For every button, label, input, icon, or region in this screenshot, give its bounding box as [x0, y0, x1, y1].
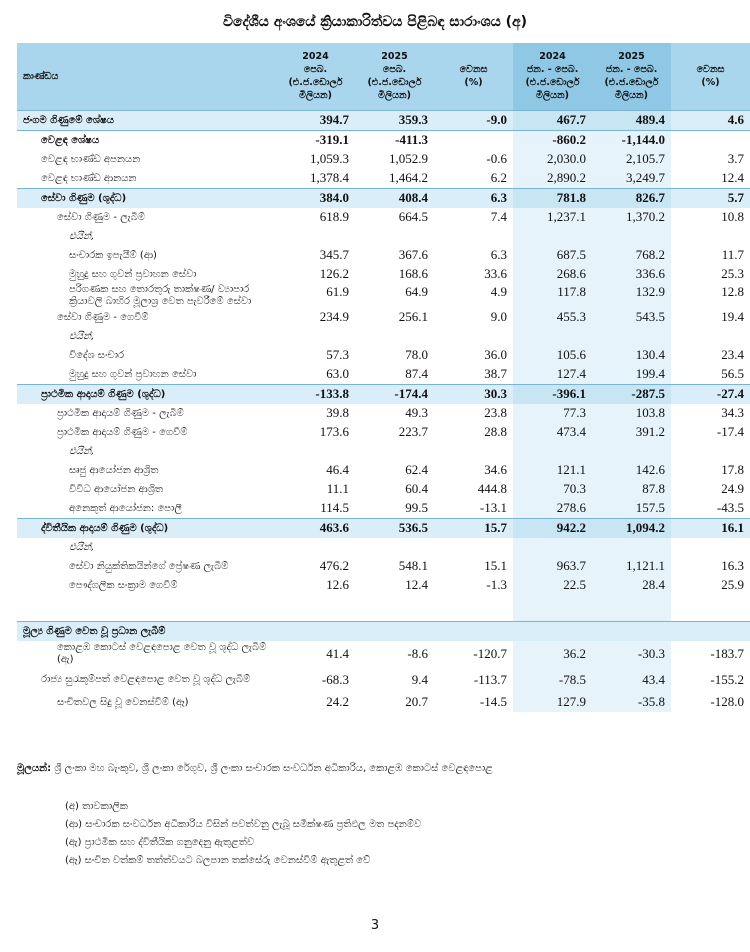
cell-value: 384.0 — [276, 188, 355, 208]
cell-value: 268.6 — [513, 265, 592, 284]
header-category: කාණ්ඩය — [23, 70, 59, 82]
spacer-row — [17, 595, 750, 622]
cell-value: 345.7 — [319, 247, 349, 262]
row-label: කොළඹ කොටස් වෙළඳපොළ වෙත වූ ශුද්ධ ලැබීම් (ඇ) — [57, 641, 267, 665]
cell-value — [276, 442, 355, 461]
cell-value — [671, 130, 750, 150]
table-row — [17, 365, 750, 385]
cell-value: 121.1 — [513, 461, 592, 480]
cell-value — [434, 621, 513, 641]
cell-value: 24.2 — [326, 694, 349, 709]
sources-text: ශ්‍රී ලංකා මහ බැංකුව, ශ්‍රී ලංකා රේගුව, ශ්‍රී ලංකා සංචාරක සංවර්ධන අධිකාරිය, කොළඹ කොටස් වෙළඳපොළ — [51, 763, 493, 774]
cell-value: 444.8 — [477, 481, 507, 496]
row-label: ජංගම ගිණුමේ ශේෂය — [17, 110, 276, 130]
cell-value — [513, 227, 592, 246]
cell-value — [434, 227, 513, 246]
table-row — [17, 227, 750, 246]
cell-value: -30.3 — [592, 641, 671, 667]
cell-value: 1,464.2 — [389, 170, 428, 185]
cell-value: -183.7 — [710, 645, 744, 661]
row-label: ප්‍රාථමික ආදායම් ගිණුම - ලැබීම් — [57, 407, 184, 419]
row-label: එයින්, — [69, 445, 95, 457]
cell-value: 16.3 — [721, 558, 744, 573]
summary-table — [17, 43, 750, 712]
cell-value: 57.3 — [326, 347, 349, 362]
cell-value: -14.5 — [479, 694, 507, 709]
cell-value: 278.6 — [513, 499, 592, 519]
cell-value: 359.3 — [355, 110, 434, 130]
cell-value: 199.4 — [592, 365, 671, 385]
cell-value: 87.8 — [592, 480, 671, 499]
cell-value: 489.4 — [592, 110, 671, 130]
cell-value: 6.3 — [490, 247, 507, 262]
cell-value: 942.2 — [513, 518, 592, 538]
table-row — [17, 169, 750, 189]
cell-value: -8.6 — [407, 645, 428, 661]
footnote: (ආ) සංචාරක සංවර්ධන අධිකාරිය විසින් පවත්වනු ලැබූ සමීක්ෂණ ප්‍රතිඵල මත පදනම්ව — [65, 819, 422, 830]
header-2024-feb: 2024 පෙබ. (එ.ජ.ඩොලර් මිලියන) — [288, 51, 343, 102]
cell-value: 62.4 — [405, 462, 428, 477]
row-label: සේවා ගිණුම - ගෙවීම් — [57, 311, 149, 323]
cell-value: 132.9 — [592, 284, 671, 308]
cell-value: 43.4 — [592, 667, 671, 693]
row-label: මූල්‍ය ගිණුම වෙත වූ ප්‍රධාන ලැබීම් — [17, 621, 276, 641]
cell-value: -43.5 — [716, 500, 744, 515]
cell-value: 4.9 — [490, 283, 507, 299]
cell-value — [592, 327, 671, 346]
cell-value: 536.5 — [355, 518, 434, 538]
table-row — [17, 641, 750, 667]
page-number: 3 — [370, 918, 380, 933]
cell-value: 39.8 — [326, 405, 349, 420]
cell-value: -396.1 — [513, 384, 592, 404]
cell-value: 25.9 — [721, 577, 744, 592]
cell-value: 1,237.1 — [513, 208, 592, 227]
cell-value — [434, 327, 513, 346]
cell-value: -0.6 — [486, 151, 507, 166]
cell-value: 963.7 — [513, 557, 592, 576]
header-change-month: වෙනස (%) — [459, 64, 488, 89]
cell-value: 127.9 — [513, 693, 592, 712]
cell-value: 9.0 — [490, 309, 507, 324]
cell-value — [671, 538, 750, 557]
cell-value — [671, 442, 750, 461]
table-row — [17, 518, 750, 538]
cell-value: 22.5 — [513, 576, 592, 595]
cell-value — [671, 621, 750, 641]
row-label: වෙළඳ භාණ්ඩ අපනයන — [41, 153, 141, 165]
table-row — [17, 246, 750, 265]
cell-value: 61.9 — [326, 283, 349, 299]
footnotes — [65, 798, 421, 870]
cell-value: 16.1 — [671, 518, 750, 538]
cell-value: 548.1 — [398, 558, 428, 573]
cell-value: 105.6 — [513, 346, 592, 365]
header-2025-jan-feb: 2025 ජන. - පෙබ. (එ.ජ.ඩොලර් මිලියන) — [592, 43, 671, 110]
cell-value: 1,370.2 — [592, 208, 671, 227]
cell-value: -27.4 — [671, 384, 750, 404]
cell-value: -155.2 — [710, 671, 744, 687]
header-2024-jan-feb: 2024 ජන. - පෙබ. (එ.ජ.ඩොලර් මිලියන) — [513, 43, 592, 110]
table-row — [17, 538, 750, 557]
cell-value: 157.5 — [592, 499, 671, 519]
cell-value: 12.4 — [721, 170, 744, 185]
cell-value: 70.3 — [513, 480, 592, 499]
cell-value: 130.4 — [592, 346, 671, 365]
cell-value: -319.1 — [276, 130, 355, 150]
cell-value: 6.3 — [434, 188, 513, 208]
table-row — [17, 150, 750, 169]
row-label: එයින්, — [69, 541, 95, 553]
cell-value: 5.7 — [671, 188, 750, 208]
table-row — [17, 499, 750, 519]
cell-value — [276, 327, 355, 346]
cell-value: -411.3 — [355, 130, 434, 150]
cell-value: -68.3 — [321, 671, 349, 687]
cell-value: 34.6 — [484, 462, 507, 477]
table-row — [17, 346, 750, 365]
row-label: ප්‍රාථමික ආදායම් ගිණුම (ශුද්ධ) — [17, 384, 276, 404]
header-2025-feb: 2025 පෙබ. (එ.ජ.ඩොලර් මිලියන) — [367, 51, 422, 102]
sources — [17, 763, 493, 774]
row-label: එයින්, — [69, 230, 95, 242]
sources-label: මූලයන්: — [17, 763, 52, 774]
cell-value: 36.0 — [484, 347, 507, 362]
cell-value — [434, 538, 513, 557]
cell-value: 33.6 — [484, 266, 507, 281]
cell-value: 11.1 — [326, 481, 349, 496]
header-change-ytd: වෙනස (%) — [696, 64, 725, 89]
table-row — [17, 308, 750, 327]
table-row — [17, 693, 750, 712]
cell-value: 9.4 — [411, 671, 428, 687]
cell-value — [276, 621, 355, 641]
cell-value: -1,144.0 — [592, 130, 671, 150]
cell-value: 63.0 — [326, 366, 349, 381]
row-label: සංචිතවල සිදු වූ වෙනස්වීම් (ඈ) — [57, 696, 189, 708]
cell-value: 223.7 — [398, 424, 428, 439]
cell-value: 173.6 — [319, 424, 349, 439]
cell-value: 687.5 — [513, 246, 592, 265]
cell-value: 781.8 — [513, 188, 592, 208]
cell-value: 336.6 — [592, 265, 671, 284]
cell-value: 7.4 — [490, 209, 507, 224]
cell-value: 41.4 — [326, 645, 349, 661]
cell-value: 20.7 — [405, 694, 428, 709]
cell-value: 36.2 — [513, 641, 592, 667]
cell-value: -287.5 — [592, 384, 671, 404]
cell-value: 234.9 — [319, 309, 349, 324]
cell-value: 367.6 — [398, 247, 428, 262]
cell-value: 23.4 — [721, 347, 744, 362]
cell-value: 10.8 — [721, 209, 744, 224]
cell-value — [671, 327, 750, 346]
cell-value: -128.0 — [710, 694, 744, 709]
cell-value — [592, 442, 671, 461]
cell-value — [276, 538, 355, 557]
cell-value: 60.4 — [405, 481, 428, 496]
cell-value: 3.7 — [727, 151, 744, 166]
cell-value: 25.3 — [721, 266, 744, 281]
cell-value — [513, 327, 592, 346]
cell-value: 24.9 — [721, 481, 744, 496]
cell-value — [434, 442, 513, 461]
row-label: පෞද්ගලික සංක්‍රාම ගෙවීම් — [69, 579, 178, 591]
table-row — [17, 621, 750, 641]
cell-value: 826.7 — [592, 188, 671, 208]
cell-value: 103.8 — [592, 404, 671, 423]
cell-value: -78.5 — [513, 667, 592, 693]
cell-value: 23.8 — [484, 405, 507, 420]
cell-value: 394.7 — [276, 110, 355, 130]
row-label: විදේශ සංචාර — [69, 349, 125, 361]
cell-value: 2,890.2 — [513, 169, 592, 189]
row-label: සංචාරක ඉපැයීම් (ආ) — [69, 249, 157, 261]
cell-value: -9.0 — [434, 110, 513, 130]
cell-value — [276, 227, 355, 246]
cell-value: 6.2 — [490, 170, 507, 185]
cell-value — [355, 327, 434, 346]
cell-value: 476.2 — [319, 558, 349, 573]
cell-value: 1,094.2 — [592, 518, 671, 538]
cell-value: 15.1 — [484, 558, 507, 573]
cell-value: 126.2 — [319, 266, 349, 281]
cell-value: 114.5 — [320, 500, 349, 515]
cell-value: 664.5 — [398, 209, 428, 224]
cell-value: -113.7 — [473, 671, 507, 687]
cell-value: 543.5 — [592, 308, 671, 327]
cell-value: 12.8 — [721, 283, 744, 299]
cell-value: 463.6 — [276, 518, 355, 538]
cell-value — [513, 538, 592, 557]
cell-value: 17.8 — [721, 462, 744, 477]
cell-value: 3,249.7 — [592, 169, 671, 189]
row-label: මුහුදු සහ ගුවන් ප්‍රවාහන සේවා — [69, 368, 197, 380]
cell-value: 99.5 — [405, 500, 428, 515]
row-label: වෙළඳ ශේෂය — [17, 130, 276, 150]
cell-value: 15.7 — [434, 518, 513, 538]
table-row — [17, 265, 750, 284]
cell-value — [513, 442, 592, 461]
page-title: විදේශීය අංශයේ ක්‍රියාකාරිත්වය පිළිබඳ සාරාංශය (අ) — [222, 14, 528, 30]
cell-value: -860.2 — [513, 130, 592, 150]
cell-value: -174.4 — [355, 384, 434, 404]
table-row — [17, 110, 750, 130]
cell-value: 256.1 — [398, 309, 428, 324]
cell-value: -35.8 — [592, 693, 671, 712]
cell-value: 12.6 — [326, 577, 349, 592]
cell-value: 46.4 — [326, 462, 349, 477]
cell-value: 455.3 — [513, 308, 592, 327]
cell-value: 768.2 — [592, 246, 671, 265]
cell-value: 1,121.1 — [592, 557, 671, 576]
cell-value — [355, 227, 434, 246]
cell-value — [592, 227, 671, 246]
row-label: පරිගණක සහ තොරතුරු තාක්ෂණ/ ව්‍යාපාර ක්‍රියාවලි බාහිර මූලාශ්‍ර වෙත පැවරීමේ සේවා — [69, 283, 252, 307]
table-row — [17, 284, 750, 308]
cell-value: -1.3 — [486, 577, 507, 592]
row-label: ප්‍රාථමික ආදායම් ගිණුම - ගෙවීම් — [57, 426, 188, 438]
cell-value — [355, 538, 434, 557]
cell-value — [513, 621, 592, 641]
cell-value: 64.9 — [405, 283, 428, 299]
cell-value: 19.4 — [721, 309, 744, 324]
cell-value: -133.8 — [276, 384, 355, 404]
table-row — [17, 576, 750, 595]
cell-value — [671, 227, 750, 246]
row-label: රාජ්‍ය සුරැකුම්පත් වෙළඳපොළ වෙත වූ ශුද්ධ ලැබීම් — [41, 673, 251, 685]
cell-value: 28.8 — [484, 424, 507, 439]
table-header-row — [17, 43, 750, 110]
table-row — [17, 557, 750, 576]
cell-value: 2,030.0 — [513, 150, 592, 169]
cell-value: 49.3 — [405, 405, 428, 420]
cell-value: -120.7 — [473, 645, 507, 661]
cell-value: 1,059.3 — [310, 151, 349, 166]
table-row — [17, 208, 750, 227]
cell-value: 117.8 — [513, 284, 592, 308]
row-label: සේවා ගිණුම - ලැබීම් — [57, 211, 145, 223]
cell-value — [355, 621, 434, 641]
cell-value: 56.5 — [721, 366, 744, 381]
row-label: සෘජු ආයෝජන ආශ්‍රිත — [69, 464, 159, 476]
table-row — [17, 480, 750, 499]
table-row — [17, 130, 750, 150]
cell-value: 2,105.7 — [592, 150, 671, 169]
cell-value: 1,378.4 — [310, 170, 349, 185]
footnote: (ඈ) සංචිත වත්කම් තත්ත්වයට බලපාන තක්සේරු වෙනස්වීම් ඇතුළත් වේ — [65, 855, 371, 866]
table-row — [17, 667, 750, 693]
row-label: මුහුදු සහ ගුවන් ප්‍රවාහන සේවා — [69, 268, 197, 280]
cell-value: 28.4 — [592, 576, 671, 595]
cell-value: -17.4 — [716, 424, 744, 439]
footnote: (ඇ) ප්‍රාථමික සහ ද්විතීයික ගනුදෙනු ඇතුළත්ව — [65, 837, 255, 848]
cell-value: 12.4 — [405, 577, 428, 592]
cell-value — [592, 621, 671, 641]
cell-value: 1,052.9 — [389, 151, 428, 166]
cell-value: 168.6 — [398, 266, 428, 281]
cell-value: 4.6 — [671, 110, 750, 130]
cell-value: 127.4 — [513, 365, 592, 385]
cell-value: 142.6 — [592, 461, 671, 480]
table-row — [17, 423, 750, 442]
row-label: වෙළඳ භාණ්ඩ ආනයන — [41, 172, 137, 184]
cell-value: 87.4 — [405, 366, 428, 381]
cell-value — [434, 130, 513, 150]
row-label: සේවා ගිණුම (ශුද්ධ) — [17, 188, 276, 208]
cell-value: 34.3 — [721, 405, 744, 420]
table-row — [17, 327, 750, 346]
footnote: (අ) තාවකාලික — [65, 801, 128, 812]
row-label: විවිධ ආයෝජන ආශ්‍රිත — [69, 483, 164, 495]
cell-value — [592, 538, 671, 557]
cell-value: 467.7 — [513, 110, 592, 130]
cell-value: 391.2 — [592, 423, 671, 442]
table-row — [17, 461, 750, 480]
table-row — [17, 188, 750, 208]
cell-value: 473.4 — [513, 423, 592, 442]
row-label: සේවා නියුක්තිකයින්ගේ ප්‍රේෂණ ලැබීම් — [69, 560, 229, 572]
cell-value: 408.4 — [355, 188, 434, 208]
cell-value: 38.7 — [484, 366, 507, 381]
cell-value — [355, 442, 434, 461]
cell-value: 77.3 — [513, 404, 592, 423]
cell-value: 30.3 — [434, 384, 513, 404]
row-label: අනෙකුත් ආයෝජන: පොලී — [69, 502, 182, 514]
table-row — [17, 442, 750, 461]
cell-value: 618.9 — [319, 209, 349, 224]
cell-value: 78.0 — [405, 347, 428, 362]
table-row — [17, 404, 750, 423]
table-row — [17, 384, 750, 404]
row-label: එයින්, — [69, 330, 95, 342]
row-label: ද්විතීයික ආදායම් ගිණුම (ශුද්ධ) — [17, 518, 276, 538]
cell-value: -13.1 — [479, 500, 507, 515]
cell-value: 11.7 — [721, 247, 744, 262]
